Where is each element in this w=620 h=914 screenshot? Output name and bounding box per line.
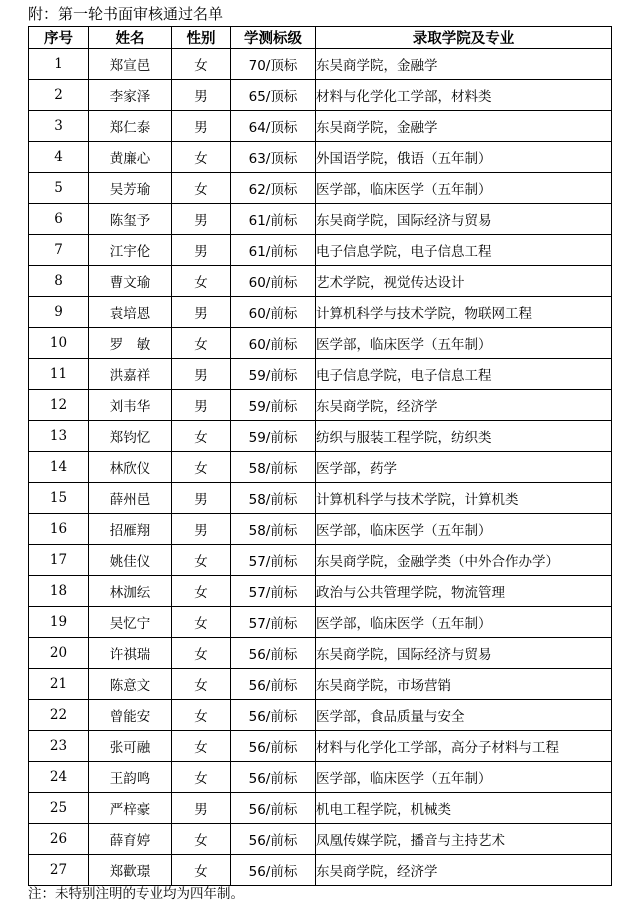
cell-gender: 女 xyxy=(172,545,231,576)
cell-name: 黄廉心 xyxy=(89,142,172,173)
cell-name: 许祺瑞 xyxy=(89,638,172,669)
cell-index: 3 xyxy=(29,111,89,142)
cell-index: 17 xyxy=(29,545,89,576)
cell-gender: 女 xyxy=(172,762,231,793)
cell-gender: 女 xyxy=(172,49,231,80)
table-row xyxy=(29,204,612,235)
cell-gender: 女 xyxy=(172,607,231,638)
table-header-row xyxy=(29,27,612,49)
cell-score: 59/前标 xyxy=(231,390,316,421)
cell-index: 22 xyxy=(29,700,89,731)
cell-name: 郑仁泰 xyxy=(89,111,172,142)
table-row xyxy=(29,824,612,855)
cell-score: 65/顶标 xyxy=(231,80,316,111)
cell-score: 58/前标 xyxy=(231,483,316,514)
table-row xyxy=(29,173,612,204)
cell-score: 60/前标 xyxy=(231,328,316,359)
table-row xyxy=(29,80,612,111)
cell-major: 东吴商学院，金融学 xyxy=(316,111,612,142)
cell-gender: 女 xyxy=(172,731,231,762)
table-row xyxy=(29,762,612,793)
cell-gender: 男 xyxy=(172,483,231,514)
cell-index: 26 xyxy=(29,824,89,855)
cell-index: 1 xyxy=(29,49,89,80)
cell-index: 24 xyxy=(29,762,89,793)
cell-gender: 女 xyxy=(172,576,231,607)
cell-index: 27 xyxy=(29,855,89,886)
cell-name: 郑宣邑 xyxy=(89,49,172,80)
cell-score: 61/前标 xyxy=(231,204,316,235)
table-row xyxy=(29,359,612,390)
cell-name: 刘韦华 xyxy=(89,390,172,421)
cell-score: 62/顶标 xyxy=(231,173,316,204)
cell-gender: 女 xyxy=(172,142,231,173)
cell-major: 医学部，临床医学（五年制） xyxy=(316,514,612,545)
cell-name: 郑歡璟 xyxy=(89,855,172,886)
cell-score: 56/前标 xyxy=(231,700,316,731)
table-row xyxy=(29,731,612,762)
cell-major: 东吴商学院，经济学 xyxy=(316,855,612,886)
table-row xyxy=(29,297,612,328)
cell-name: 招雁翔 xyxy=(89,514,172,545)
cell-gender: 女 xyxy=(172,638,231,669)
cell-gender: 女 xyxy=(172,173,231,204)
cell-major: 医学部，临床医学（五年制） xyxy=(316,328,612,359)
cell-name: 江宇伦 xyxy=(89,235,172,266)
cell-name: 洪嘉祥 xyxy=(89,359,172,390)
table-row xyxy=(29,793,612,824)
cell-major: 医学部，食品质量与安全 xyxy=(316,700,612,731)
table-row xyxy=(29,576,612,607)
header-major: 录取学院及专业 xyxy=(316,27,612,49)
cell-major: 电子信息学院，电子信息工程 xyxy=(316,235,612,266)
cell-gender: 女 xyxy=(172,421,231,452)
cell-score: 70/顶标 xyxy=(231,49,316,80)
cell-score: 61/前标 xyxy=(231,235,316,266)
table-row xyxy=(29,328,612,359)
cell-gender: 男 xyxy=(172,204,231,235)
cell-gender: 女 xyxy=(172,669,231,700)
cell-index: 2 xyxy=(29,80,89,111)
cell-score: 56/前标 xyxy=(231,669,316,700)
cell-name: 吴忆宁 xyxy=(89,607,172,638)
header-gender: 性别 xyxy=(172,27,231,49)
cell-score: 56/前标 xyxy=(231,731,316,762)
footnote: 注：未特别注明的专业均为四年制。 xyxy=(28,886,244,902)
cell-index: 15 xyxy=(29,483,89,514)
table-row xyxy=(29,452,612,483)
cell-score: 56/前标 xyxy=(231,793,316,824)
cell-major: 东吴商学院，金融学 xyxy=(316,49,612,80)
cell-score: 57/前标 xyxy=(231,607,316,638)
table-row xyxy=(29,111,612,142)
cell-name: 吴芳瑜 xyxy=(89,173,172,204)
cell-gender: 男 xyxy=(172,390,231,421)
table-row xyxy=(29,607,612,638)
table-row xyxy=(29,638,612,669)
table-row xyxy=(29,855,612,886)
cell-major: 艺术学院，视觉传达设计 xyxy=(316,266,612,297)
cell-name: 陈玺予 xyxy=(89,204,172,235)
cell-index: 4 xyxy=(29,142,89,173)
cell-score: 56/前标 xyxy=(231,638,316,669)
cell-major: 医学部，临床医学（五年制） xyxy=(316,762,612,793)
cell-gender: 女 xyxy=(172,266,231,297)
cell-name: 袁培恩 xyxy=(89,297,172,328)
cell-name: 罗 敏 xyxy=(89,328,172,359)
cell-score: 60/前标 xyxy=(231,297,316,328)
cell-major: 纺织与服装工程学院，纺织类 xyxy=(316,421,612,452)
cell-major: 东吴商学院，金融学类（中外合作办学） xyxy=(316,545,612,576)
cell-index: 19 xyxy=(29,607,89,638)
cell-index: 12 xyxy=(29,390,89,421)
cell-score: 56/前标 xyxy=(231,762,316,793)
cell-major: 政治与公共管理学院，物流管理 xyxy=(316,576,612,607)
table-row xyxy=(29,421,612,452)
header-index: 序号 xyxy=(29,27,89,49)
cell-score: 56/前标 xyxy=(231,855,316,886)
cell-gender: 女 xyxy=(172,855,231,886)
cell-name: 薛州邑 xyxy=(89,483,172,514)
cell-major: 材料与化学化工学部，高分子材料与工程 xyxy=(316,731,612,762)
cell-name: 郑钧忆 xyxy=(89,421,172,452)
table-row xyxy=(29,142,612,173)
cell-score: 57/前标 xyxy=(231,545,316,576)
cell-name: 严梓豪 xyxy=(89,793,172,824)
cell-name: 王韵鸣 xyxy=(89,762,172,793)
cell-name: 林泇纭 xyxy=(89,576,172,607)
cell-score: 56/前标 xyxy=(231,824,316,855)
cell-score: 63/顶标 xyxy=(231,142,316,173)
cell-index: 7 xyxy=(29,235,89,266)
cell-index: 23 xyxy=(29,731,89,762)
cell-score: 57/前标 xyxy=(231,576,316,607)
cell-index: 10 xyxy=(29,328,89,359)
cell-index: 21 xyxy=(29,669,89,700)
cell-name: 李家泽 xyxy=(89,80,172,111)
cell-name: 姚佳仪 xyxy=(89,545,172,576)
cell-major: 计算机科学与技术学院，计算机类 xyxy=(316,483,612,514)
header-score: 学测标级 xyxy=(231,27,316,49)
cell-index: 14 xyxy=(29,452,89,483)
cell-index: 5 xyxy=(29,173,89,204)
cell-major: 材料与化学化工学部，材料类 xyxy=(316,80,612,111)
cell-score: 59/前标 xyxy=(231,359,316,390)
cell-score: 58/前标 xyxy=(231,514,316,545)
document-title: 附：第一轮书面审核通过名单 xyxy=(28,5,224,23)
cell-index: 9 xyxy=(29,297,89,328)
cell-gender: 男 xyxy=(172,359,231,390)
cell-gender: 女 xyxy=(172,824,231,855)
cell-gender: 男 xyxy=(172,111,231,142)
table-row xyxy=(29,545,612,576)
cell-score: 59/前标 xyxy=(231,421,316,452)
cell-gender: 男 xyxy=(172,793,231,824)
cell-major: 凤凰传媒学院，播音与主持艺术 xyxy=(316,824,612,855)
cell-major: 东吴商学院，国际经济与贸易 xyxy=(316,638,612,669)
cell-index: 6 xyxy=(29,204,89,235)
cell-name: 张可融 xyxy=(89,731,172,762)
cell-score: 60/前标 xyxy=(231,266,316,297)
admission-table xyxy=(28,26,612,886)
table-row xyxy=(29,390,612,421)
cell-major: 东吴商学院，市场营销 xyxy=(316,669,612,700)
table-row xyxy=(29,483,612,514)
cell-index: 8 xyxy=(29,266,89,297)
cell-major: 医学部，临床医学（五年制） xyxy=(316,173,612,204)
table-body xyxy=(29,49,612,886)
cell-major: 外国语学院，俄语（五年制） xyxy=(316,142,612,173)
cell-major: 计算机科学与技术学院，物联网工程 xyxy=(316,297,612,328)
cell-index: 18 xyxy=(29,576,89,607)
cell-index: 16 xyxy=(29,514,89,545)
table-row xyxy=(29,700,612,731)
cell-score: 64/顶标 xyxy=(231,111,316,142)
cell-gender: 男 xyxy=(172,297,231,328)
cell-name: 陈意文 xyxy=(89,669,172,700)
cell-gender: 女 xyxy=(172,328,231,359)
cell-name: 薛育婷 xyxy=(89,824,172,855)
cell-gender: 女 xyxy=(172,452,231,483)
cell-major: 东吴商学院，经济学 xyxy=(316,390,612,421)
cell-major: 机电工程学院，机械类 xyxy=(316,793,612,824)
cell-gender: 女 xyxy=(172,700,231,731)
cell-major: 医学部，临床医学（五年制） xyxy=(316,607,612,638)
table-row xyxy=(29,514,612,545)
cell-major: 东吴商学院，国际经济与贸易 xyxy=(316,204,612,235)
table-row xyxy=(29,266,612,297)
cell-index: 25 xyxy=(29,793,89,824)
cell-index: 20 xyxy=(29,638,89,669)
cell-major: 医学部，药学 xyxy=(316,452,612,483)
table-row xyxy=(29,235,612,266)
cell-name: 林欣仪 xyxy=(89,452,172,483)
cell-gender: 男 xyxy=(172,80,231,111)
cell-gender: 男 xyxy=(172,514,231,545)
header-name: 姓名 xyxy=(89,27,172,49)
cell-index: 11 xyxy=(29,359,89,390)
cell-major: 电子信息学院，电子信息工程 xyxy=(316,359,612,390)
cell-score: 58/前标 xyxy=(231,452,316,483)
cell-gender: 男 xyxy=(172,235,231,266)
cell-name: 曾能安 xyxy=(89,700,172,731)
table-row xyxy=(29,49,612,80)
cell-index: 13 xyxy=(29,421,89,452)
table-row xyxy=(29,669,612,700)
cell-name: 曹文瑜 xyxy=(89,266,172,297)
